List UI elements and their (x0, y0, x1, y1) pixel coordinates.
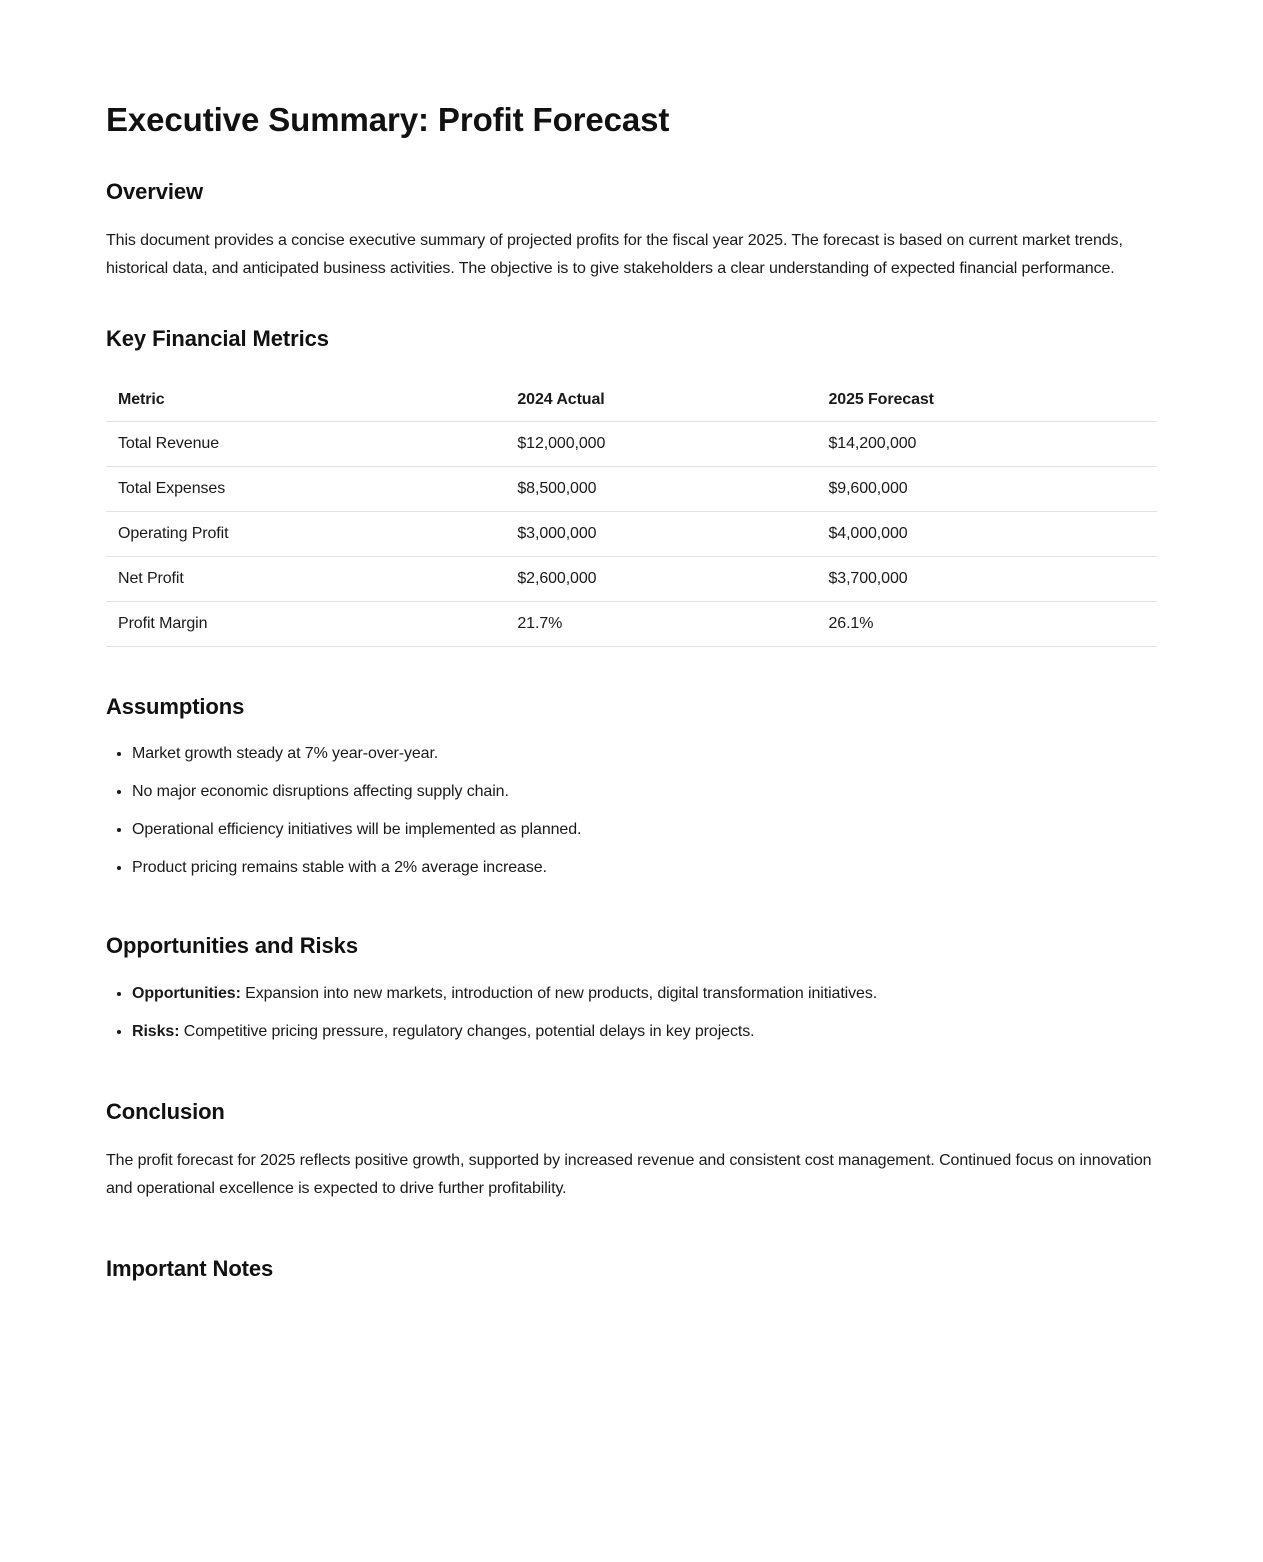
table-row (106, 556, 1157, 601)
list-item-label: Risks: (132, 1022, 180, 1040)
table-row (106, 466, 1157, 511)
column-header-2025-forecast: 2025 Forecast (816, 383, 1157, 422)
metric-cell: Total Revenue (106, 421, 505, 466)
list-item: • Market growth steady at 7% year-over-year. (132, 740, 1157, 768)
forecast-2025-cell: $9,600,000 (816, 466, 1157, 511)
actual-2024-cell: $12,000,000 (505, 421, 816, 466)
column-header-metric: Metric (106, 383, 505, 422)
overview-paragraph: This document provides a concise executive summary of projected profits for the fiscal year 2025. The forecast is based on current market trends, historical data, and anticipated business activities. The objective is to give stakeholders a clear understanding of expected financial performance. (106, 232, 1123, 278)
table-row (106, 421, 1157, 466)
metric-cell: Operating Profit (106, 511, 505, 556)
list-item-text: Competitive pricing pressure, regulatory changes, potential delays in key projects. (179, 1022, 755, 1040)
list-item: • Product pricing remains stable with a 2% average increase. (132, 854, 1157, 882)
list-item (132, 980, 1157, 1008)
section-heading-opportunities-and-risks: Opportunities and Risks (106, 933, 358, 959)
metric-cell: Total Expenses (106, 466, 505, 511)
conclusion-paragraph: The profit forecast for 2025 reflects positive growth, supported by increased revenue and consistent cost management. Continued focus on innovation and operational excellence is expected to drive further profitability. (106, 1152, 1152, 1198)
list-item-label: Opportunities: (132, 984, 241, 1002)
actual-2024-cell: $3,000,000 (505, 511, 816, 556)
list-item-text: Expansion into new markets, introduction of new products, digital transformation initiatives. (240, 984, 878, 1002)
list-item: • No major economic disruptions affecting supply chain. (132, 778, 1157, 806)
section-heading-assumptions: Assumptions (106, 693, 245, 719)
actual-2024-cell: 21.7% (505, 601, 816, 646)
section-heading-conclusion: Conclusion (106, 1098, 225, 1124)
table-row (106, 511, 1157, 556)
section-heading-overview: Overview (106, 178, 204, 204)
forecast-2025-cell: 26.1% (816, 601, 1157, 646)
actual-2024-cell: $8,500,000 (505, 466, 816, 511)
table-row (106, 601, 1157, 646)
metric-cell: Net Profit (106, 556, 505, 601)
page-title: Executive Summary: Profit Forecast (106, 101, 670, 138)
section-heading-important-notes: Important Notes (106, 1256, 274, 1282)
metric-cell: Profit Margin (106, 601, 505, 646)
list-item: • Operational efficiency initiatives will be implemented as planned. (132, 816, 1157, 844)
actual-2024-cell: $2,600,000 (505, 556, 816, 601)
forecast-2025-cell: $4,000,000 (816, 511, 1157, 556)
list-item (132, 1018, 1157, 1046)
forecast-2025-cell: $3,700,000 (816, 556, 1157, 601)
table-header-row (106, 383, 1157, 422)
section-heading-key-financial-metrics: Key Financial Metrics (106, 326, 329, 352)
column-header-2024-actual: 2024 Actual (505, 383, 816, 422)
assumptions-list (106, 740, 1157, 882)
key-financial-metrics-table (106, 383, 1157, 647)
opportunities-risks-list (106, 980, 1157, 1046)
forecast-2025-cell: $14,200,000 (816, 421, 1157, 466)
